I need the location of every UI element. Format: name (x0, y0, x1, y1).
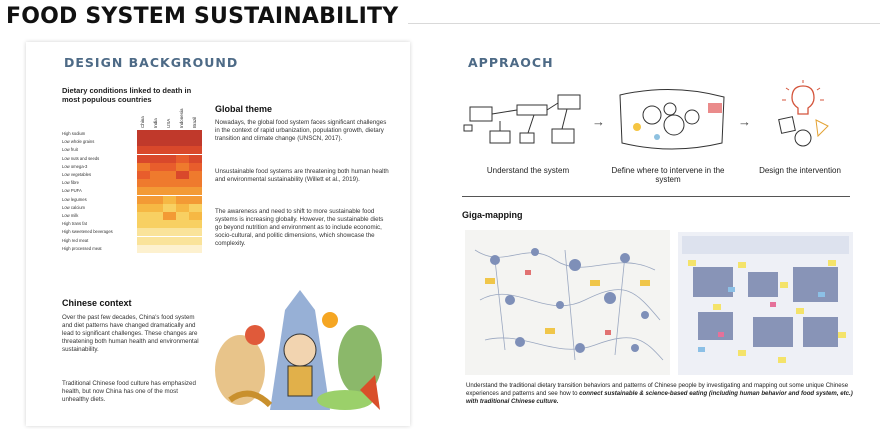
heatmap-row-label: High sweetened beverages (62, 229, 113, 235)
heatmap-cell (176, 212, 189, 220)
heatmap-cell (189, 155, 202, 163)
caption-bold: connect sustainable & science-based eating (including human behavior and food system, etc.) with traditional Chinese culture. (466, 390, 853, 405)
heatmap-row-label: Low PUFA (62, 188, 82, 194)
heatmap-cell (189, 130, 202, 138)
heatmap-row-label: Low calcium (62, 204, 86, 210)
heatmap-cell (137, 220, 150, 228)
heatmap-cell (150, 179, 163, 187)
heatmap-cell (137, 228, 150, 236)
heatmap-column-label: India (153, 118, 158, 128)
heatmap-cell (163, 138, 176, 146)
chinese-food-illustration (210, 290, 390, 420)
heatmap-row-label: High processed meat (62, 245, 102, 251)
heatmap-cell (150, 138, 163, 146)
understand-system-sketch (462, 85, 587, 155)
heatmap-cell (189, 228, 202, 236)
heatmap-cell (189, 138, 202, 146)
heatmap-row-label: Low omega-3 (62, 163, 88, 169)
heatmap-cell (150, 171, 163, 179)
heatmap-cell (163, 220, 176, 228)
heatmap-cell (176, 204, 189, 212)
heatmap-cell (163, 179, 176, 187)
heatmap-cell (163, 237, 176, 245)
giga-mapping-caption (466, 382, 856, 406)
heatmap-cell (189, 171, 202, 179)
chinese-context-paragraph-1: Over the past few decades, China's food system and diet patterns have changed dramatically and lead to significant challenges. These changes are threatening both human health and environmental sustainability. (62, 314, 199, 353)
heatmap-row-label: Low nuts and seeds (62, 155, 100, 161)
step-define-label: Define where to intervene in the system (611, 166, 725, 184)
chinese-context-paragraph-2: Traditional Chinese food culture has emphasized health, but now China has one of the most unhealthy diets. (62, 380, 196, 403)
heatmap-cell (137, 171, 150, 179)
page-title: FOOD SYSTEM SUSTAINABILITY (6, 4, 399, 29)
heatmap-cell (150, 130, 163, 138)
heatmap-row-label: Low fibre (62, 180, 79, 186)
title-divider (408, 23, 880, 24)
heatmap-cell (189, 220, 202, 228)
arrow-right-icon-2: → (738, 114, 751, 129)
heatmap-cell (150, 163, 163, 171)
heatmap-cell (137, 130, 150, 138)
heatmap-cell (163, 155, 176, 163)
heatmap-cell (176, 146, 189, 154)
heatmap-cell (137, 204, 150, 212)
heatmap-row-label: Low whole grains (62, 139, 95, 145)
arrow-right-icon: → (592, 114, 605, 129)
heatmap-cell (163, 228, 176, 236)
heatmap-row-label: High trans fat (62, 221, 87, 227)
heatmap-cell (163, 245, 176, 253)
heatmap-cell (163, 196, 176, 204)
heatmap-cell (176, 187, 189, 195)
heatmap-cell (150, 228, 163, 236)
heatmap-cell (163, 212, 176, 220)
giga-mapping-heading: Giga-mapping (462, 210, 523, 220)
heatmap-cell (150, 204, 163, 212)
approach-title: APPRAOCH (468, 55, 554, 70)
global-theme-paragraph-2: Unsustainable food systems are threatening both human health and environmental sustainability (Willett et al., 2019). (215, 168, 389, 183)
heatmap-cell (189, 163, 202, 171)
heatmap-cell (176, 179, 189, 187)
heatmap-cell (137, 237, 150, 245)
heatmap-column-label: Brazil (192, 116, 197, 128)
design-background-title: DESIGN BACKGROUND (64, 55, 239, 70)
heatmap-cell (189, 212, 202, 220)
heatmap-cell (176, 130, 189, 138)
heatmap-row-label: Low fruit (62, 147, 78, 153)
heatmap-cell (137, 138, 150, 146)
heatmap-cell (150, 220, 163, 228)
heatmap-cell (150, 212, 163, 220)
heatmap-cell (189, 146, 202, 154)
heatmap-cell (189, 204, 202, 212)
heatmap-cell (176, 155, 189, 163)
heatmap-cell (150, 187, 163, 195)
heatmap-cell (176, 237, 189, 245)
heatmap-cell (137, 245, 150, 253)
heatmap-row-label: Low legumes (62, 196, 87, 202)
heatmap-cell (163, 163, 176, 171)
heatmap-cell (176, 163, 189, 171)
heatmap-cell (150, 155, 163, 163)
caption-plain: Understand the traditional dietary transition behaviors and patterns of Chinese people by investigating and mapping out some unique Chinese experiences and patterns and see how to (466, 382, 849, 397)
heatmap-cell (150, 196, 163, 204)
heatmap-cell (163, 204, 176, 212)
heatmap-row-label: Low vegetables (62, 172, 92, 177)
heatmap-cell (176, 171, 189, 179)
heatmap-row-label: High sodium (62, 131, 86, 136)
heatmap-cell (137, 179, 150, 187)
heatmap-cell (150, 245, 163, 253)
heatmap-cell (176, 196, 189, 204)
chart-title: Dietary conditions linked to death in most populous countries (62, 86, 192, 104)
heatmap-cell (176, 245, 189, 253)
heatmap-cell (137, 155, 150, 163)
heatmap-cell (163, 171, 176, 179)
design-intervention-sketch (768, 80, 838, 155)
heatmap-cell (150, 146, 163, 154)
heatmap-cell (163, 187, 176, 195)
heatmap-column-label: Indonesia (179, 108, 184, 128)
global-theme-paragraph-3: The awareness and need to shift to more sustainable food systems is increasing globally. However, the sustainable diets go beyond nutrition and environment as to include economic, socio-cultural, and politic dimensions, which showcase the complexity. (215, 208, 384, 247)
step-design-label: Design the intervention (759, 166, 841, 175)
heatmap-column-label: China (140, 116, 145, 128)
heatmap-cell (189, 237, 202, 245)
heatmap-cell (163, 146, 176, 154)
heatmap-cell (189, 245, 202, 253)
heatmap-column-label: USA (166, 118, 171, 128)
heatmap-cell (137, 187, 150, 195)
heatmap-cell (189, 179, 202, 187)
giga-map-left (465, 230, 670, 375)
giga-map-right (678, 232, 853, 375)
approach-divider (462, 196, 850, 197)
heatmap-cell (137, 196, 150, 204)
heatmap-cell (176, 228, 189, 236)
heatmap-cell (137, 146, 150, 154)
heatmap-cell (137, 163, 150, 171)
global-theme-heading: Global theme (215, 104, 273, 114)
heatmap-row-label: Low milk (62, 213, 79, 218)
heatmap-row-label: High red meat (62, 237, 89, 243)
global-theme-paragraph-1: Nowadays, the global food system faces significant challenges in the context of rapid urbanization, population growth, dietary transition and climate change (UNSCN, 2017). (215, 119, 387, 142)
heatmap-cell (189, 196, 202, 204)
heatmap-cell (176, 138, 189, 146)
heatmap-cell (176, 220, 189, 228)
heatmap-cell (189, 187, 202, 195)
heatmap-cell (163, 130, 176, 138)
step-understand-label: Understand the system (486, 166, 570, 175)
chinese-context-heading: Chinese context (62, 298, 132, 308)
heatmap-cell (137, 212, 150, 220)
heatmap-cell (150, 237, 163, 245)
define-intervene-sketch (612, 85, 732, 155)
